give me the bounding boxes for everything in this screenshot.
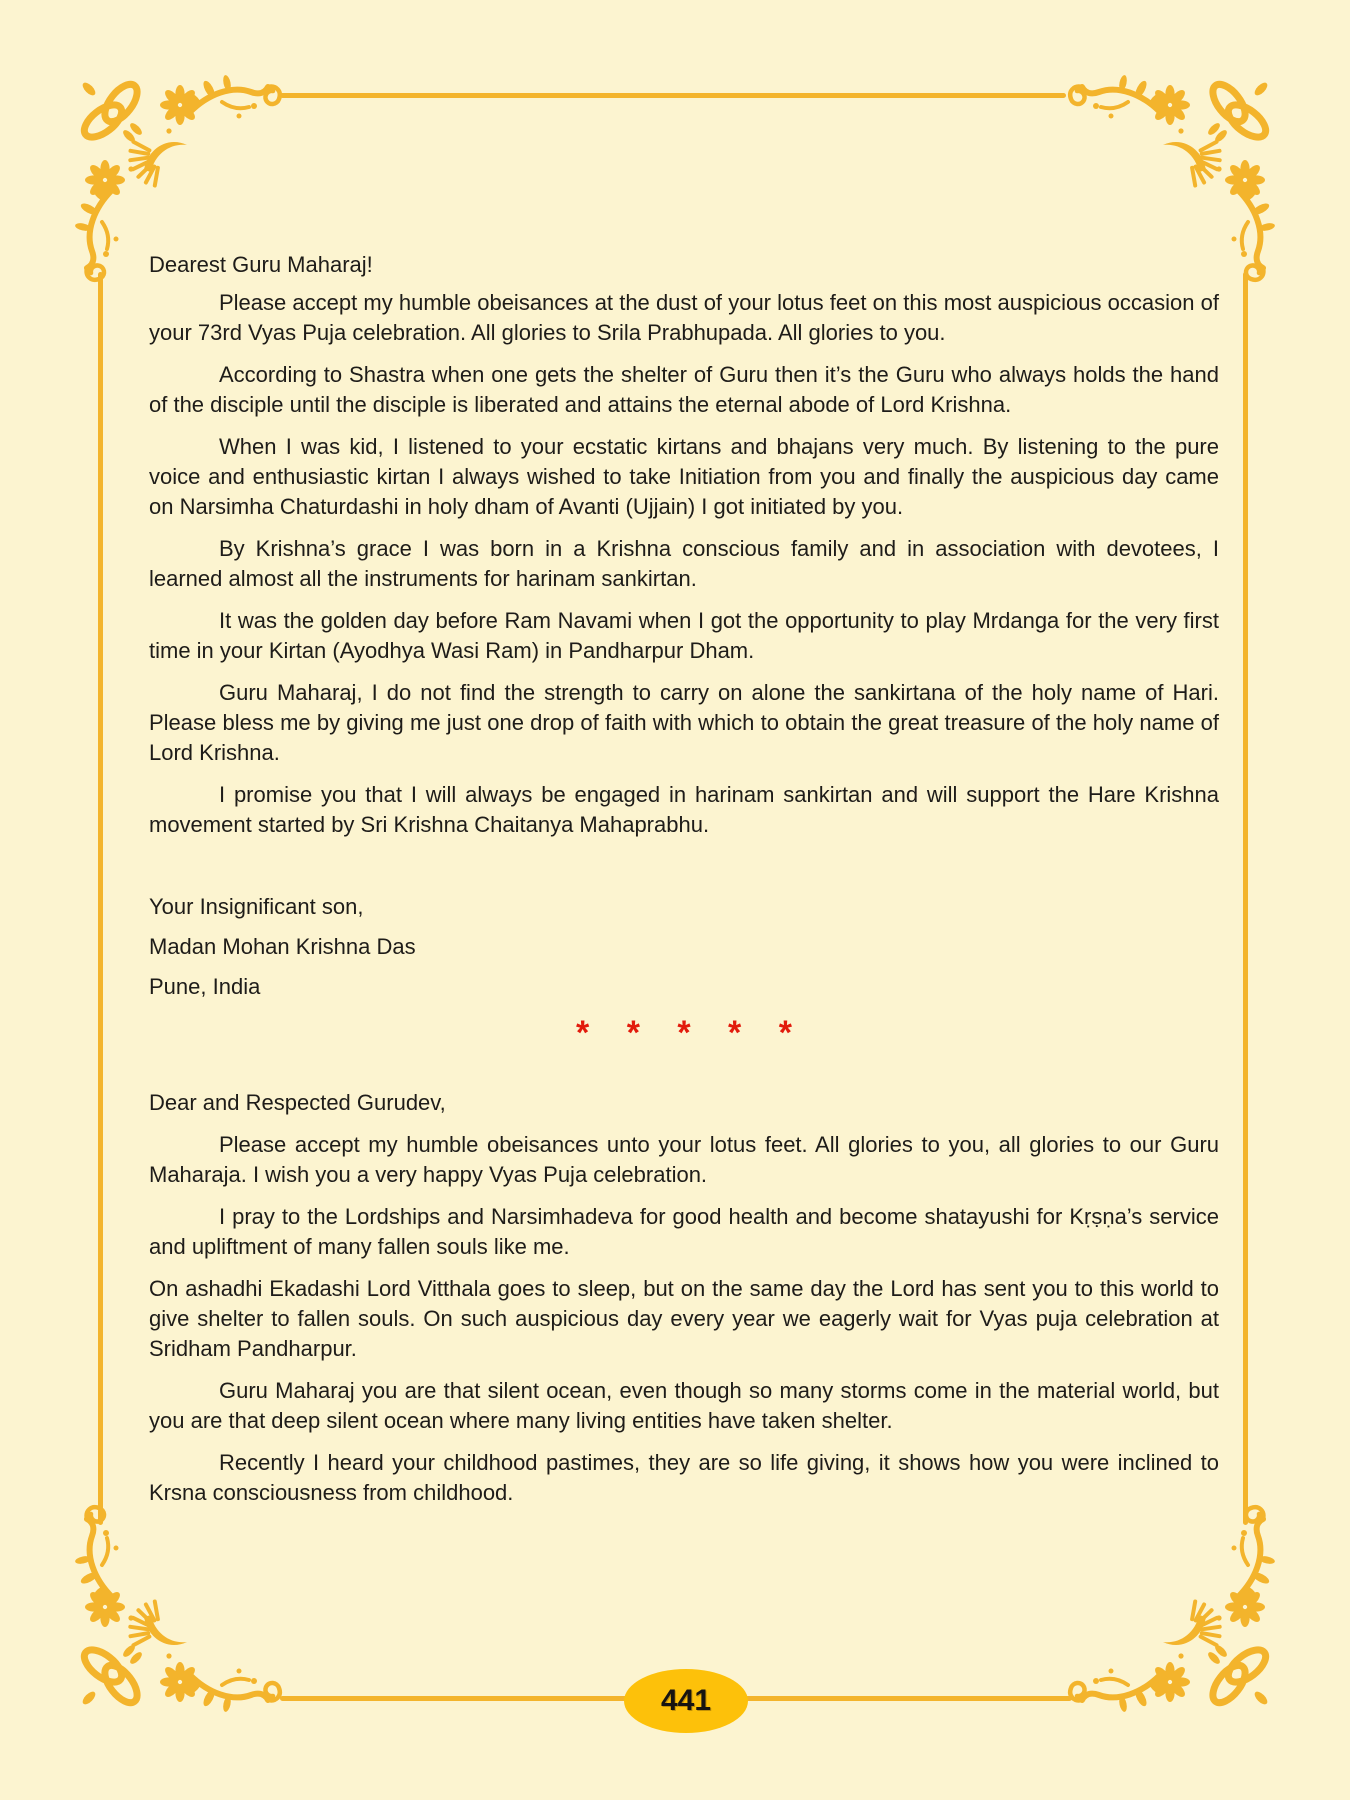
letter-1-salutation: Dearest Guru Maharaj! bbox=[149, 252, 373, 277]
page-number-badge bbox=[624, 1669, 748, 1733]
paragraph: Please accept my humble obeisances unto your lotus feet. All glories to you, all glories to our Guru Maharaja. I wish you a very happy Vyas Puja celebration. bbox=[149, 1132, 1219, 1187]
letter-1-signature bbox=[149, 892, 1219, 1002]
paragraph: I pray to the Lordships and Narsimhadeva for good health and become shatayushi for Kṛṣṇa’s service and upliftment of many fallen souls like me. bbox=[149, 1204, 1219, 1259]
page-number: 441 bbox=[660, 1684, 712, 1717]
paragraph: On ashadhi Ekadashi Lord Vitthala goes to sleep, but on the same day the Lord has sent you to this world to give shelter to fallen souls. On such auspicious day every year we eagerly wait for Vyas puja celebration at Sridham Pandharpur. bbox=[149, 1276, 1219, 1361]
paragraph: Please accept my humble obeisances at the dust of your lotus feet on this most auspicious occasion of your 73rd Vyas Puja celebration. All glories to Srila Prabhupada. All glories to you. bbox=[149, 290, 1219, 345]
asterisk-divider: * * * * * bbox=[576, 1014, 806, 1052]
corner-flourish-bottom-left-icon bbox=[72, 1500, 287, 1715]
paragraph: When I was kid, I listened to your ecstatic kirtans and bhajans very much. By listening to the pure voice and enthusiastic kirtan I always wished to take Initiation from you and finally the auspicious day came on Narsimha Chaturdashi in holy dham of Avanti (Ujjain) I got initiated by you. bbox=[149, 434, 1219, 519]
paragraph: By Krishna’s grace I was born in a Krishna conscious family and in association with devotees, I learned almost all the instruments for harinam sankirtan. bbox=[149, 536, 1219, 591]
paragraph: According to Shastra when one gets the shelter of Guru then it’s the Guru who always holds the hand of the disciple until the disciple is liberated and attains the eternal abode of Lord Krishna. bbox=[149, 362, 1219, 417]
paragraph: Guru Maharaj you are that silent ocean, even though so many storms come in the material world, but you are that deep silent ocean where many living entities have taken shelter. bbox=[149, 1378, 1219, 1433]
frame-border-right bbox=[1243, 272, 1248, 1525]
frame-border-left bbox=[98, 272, 103, 1525]
paragraph: Recently I heard your childhood pastimes, they are so life giving, it shows how you were inclined to Krsna consciousness from childhood. bbox=[149, 1450, 1219, 1505]
closing-line: Pune, India bbox=[149, 974, 261, 999]
paragraph: Guru Maharaj, I do not find the strength to carry on alone the sankirtana of the holy name of Hari. Please bless me by giving me just one drop of faith with which to obtain the great treasure of the holy name of Lord Krishna. bbox=[149, 680, 1219, 765]
closing-line: Your Insignificant son, bbox=[149, 894, 364, 919]
closing-line: Madan Mohan Krishna Das bbox=[149, 934, 416, 959]
letter-1 bbox=[149, 250, 1219, 1002]
letters-content bbox=[149, 250, 1219, 1508]
frame-border-top bbox=[280, 93, 1066, 98]
corner-flourish-bottom-right-icon bbox=[1063, 1500, 1278, 1715]
paragraph: It was the golden day before Ram Navami when I got the opportunity to play Mrdanga for the very first time in your Kirtan (Ayodhya Wasi Ram) in Pandharpur Dham. bbox=[149, 608, 1219, 663]
letter-2-salutation: Dear and Respected Gurudev, bbox=[149, 1090, 446, 1115]
paragraph: I promise you that I will always be engaged in harinam sankirtan and will support the Hare Krishna movement started by Sri Krishna Chaitanya Mahaprabhu. bbox=[149, 782, 1219, 837]
letter-2 bbox=[149, 1088, 1219, 1508]
